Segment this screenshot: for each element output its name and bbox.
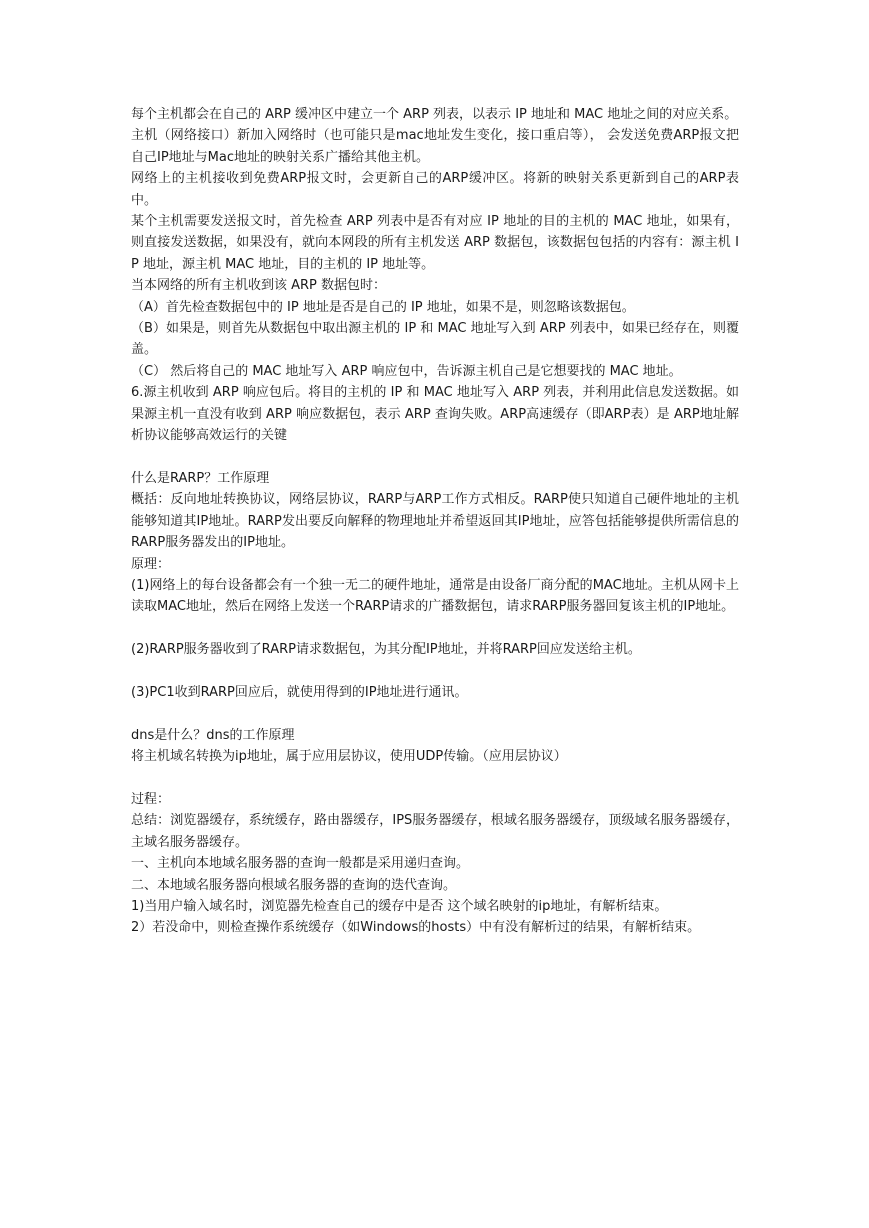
paragraph: 主机（网络接口）新加入网络时（也可能只是mac地址发生变化，接口重启等）， 会发送免费ARP报文把自己IP地址与Mac地址的映射关系广播给其他主机。: [131, 128, 739, 165]
paragraph: (2)RARP服务器收到了RARP请求数据包，为其分配IP地址，并将RARP回应发送给主机。: [131, 642, 641, 658]
blank-line: [131, 661, 739, 682]
paragraph: 1)当用户输入域名时，浏览器先检查自己的缓存中是否 这个域名映射的ip地址，有解析结束。: [131, 898, 668, 914]
paragraph: 二、本地域名服务器向根域名服务器的查询的迭代查询。: [131, 877, 457, 893]
paragraph: 过程：: [131, 791, 171, 807]
section-heading-dns: dns是什么？dns的工作原理: [131, 727, 295, 743]
blank-line: [131, 703, 739, 724]
blank-line: [131, 447, 739, 468]
paragraph: 概括：反向地址转换协议，网络层协议，RARP与ARP工作方式相反。RARP使只知道自己硬件地址的主机能够知道其IP地址。RARP发出要反向解释的物理地址并希望返回其IP地址，应答包括能够提供所需信息的RARP服务器发出的IP地址。: [131, 492, 739, 551]
section-heading-rarp: 什么是RARP？工作原理: [131, 470, 270, 486]
paragraph: 网络上的主机接收到免费ARP报文时，会更新自己的ARP缓冲区。将新的映射关系更新到自己的ARP表中。: [131, 171, 739, 208]
paragraph: （C） 然后将自己的 MAC 地址写入 ARP 响应包中，告诉源主机自己是它想要找的 MAC 地址。: [131, 363, 682, 379]
paragraph: 一、主机向本地域名服务器的查询一般都是采用递归查询。: [131, 856, 470, 872]
paragraph: 6.源主机收到 ARP 响应包后。将目的主机的 IP 和 MAC 地址写入 ARP 列表，并利用此信息发送数据。如果源主机一直没有收到 ARP 响应数据包，表示 ARP 查询失败。ARP高速缓存（即ARP表）是 ARP地址解析协议能够高效运行的关键: [131, 385, 739, 444]
paragraph: (3)PC1收到RARP回应后，就使用得到的IP地址进行通讯。: [131, 684, 468, 700]
paragraph: (1)网络上的每台设备都会有一个独一无二的硬件地址，通常是由设备厂商分配的MAC地址。主机从网卡上读取MAC地址，然后在网络上发送一个RARP请求的广播数据包，请求RARP服务器回复该主机的IP地址。: [131, 577, 739, 615]
paragraph: 将主机域名转换为ip地址，属于应用层协议，使用UDP传输。（应用层协议）: [131, 749, 567, 765]
paragraph: 2）若没命中，则检查操作系统缓存（如Windows的hosts）中有没有解析过的结果，有解析结束。: [131, 920, 701, 936]
paragraph: 每个主机都会在自己的 ARP 缓冲区中建立一个 ARP 列表，以表示 IP 地址和 MAC 地址之间的对应关系。: [131, 107, 738, 122]
paragraph: （A）首先检查数据包中的 IP 地址是否是自己的 IP 地址，如果不是，则忽略该数据包。: [131, 299, 635, 315]
paragraph: 总结：浏览器缓存，系统缓存，路由器缓存，IPS服务器缓存，根域名服务器缓存，顶级域名服务器缓存，主域名服务器缓存。: [131, 813, 739, 850]
paragraph: 原理：: [131, 556, 171, 572]
document-body: [131, 104, 739, 939]
paragraph: 某个主机需要发送报文时，首先检查 ARP 列表中是否有对应 IP 地址的目的主机的 MAC 地址，如果有，则直接发送数据，如果没有，就向本网段的所有主机发送 ARP 数据包，该数据包包括的内容有：源主机 IP 地址，源主机 MAC 地址，目的主机的 IP 地址等。: [131, 214, 739, 272]
paragraph: （B）如果是，则首先从数据包中取出源主机的 IP 和 MAC 地址写入到 ARP 列表中，如果已经存在，则覆盖。: [131, 321, 739, 358]
paragraph: 当本网络的所有主机收到该 ARP 数据包时：: [131, 278, 387, 294]
blank-line: [131, 768, 739, 789]
blank-line: [131, 618, 739, 639]
